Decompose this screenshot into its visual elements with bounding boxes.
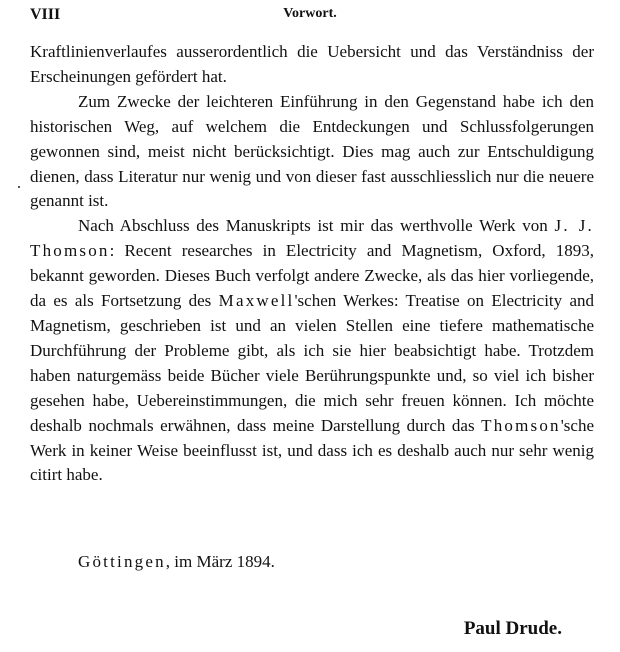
page-header — [30, 6, 590, 30]
author-name-maxwell: Maxwell — [218, 291, 295, 311]
paragraph-text-c: 'schen Werkes: Treatise on Electricity and Magnetism, geschrieben ist und an vielen Stellen eine tiefere mathematische Durchführung der Probleme gibt, als ich sie hier beabsichtigt habe. Trotzdem haben naturgemäss beide Bücher viele Berührungspunkte und, so viel ich bisher gesehen habe, Uebereinstimmungen, die mich sehr freuen können. Ich möchte deshalb nochmals erwähnen, dass meine Darstellung durch das — [30, 291, 595, 435]
author-name-thomson: J. J. Thomson — [30, 216, 595, 261]
paragraph-text-a: Nach Abschluss des Manuskripts ist mir das werthvolle Werk von — [78, 216, 548, 236]
paragraph-thomson — [30, 214, 594, 488]
date-text: , im März 1894. — [165, 552, 275, 571]
paragraph-continuation: Kraftlinienverlaufes ausserordentlich die Uebersicht und das Verständniss der Erscheinungen gefördert hat. — [30, 42, 594, 86]
paragraph-introduction: Zum Zwecke der leichteren Einführung in den Gegenstand habe ich den historischen Weg, auf welchem die Entdeckungen und Schlussfolgerungen gewonnen sind, meist nicht berücksichtigt. Dies mag auch zur Entschuldigung dienen, dass Literatur nur wenig und von dieser fast ausschliesslich nur die neuere genannt ist. — [30, 91, 594, 211]
author-name-thomson-2: Thomson — [481, 415, 561, 435]
place-name: Göttingen — [78, 552, 166, 571]
author-signature: Paul Drude. — [463, 618, 562, 639]
print-speck — [18, 186, 20, 188]
paragraph-text-d: 'sche Werk in keiner Weise beeinflusst ist, und dass ich es deshalb auch nur sehr wenig citirt habe. — [30, 415, 595, 485]
running-title: Vorwort. — [283, 6, 337, 21]
place-date — [78, 552, 275, 572]
preface-body — [30, 40, 594, 488]
page-number: VIII — [30, 6, 61, 23]
paragraph-text-b: : Recent researches in Electricity and Magnetism, Oxford, 1893, bekannt geworden. Dieses Buch verfolgt andere Zwecke, als das hier vorliegende, da es als Fortsetzung des — [30, 241, 594, 311]
